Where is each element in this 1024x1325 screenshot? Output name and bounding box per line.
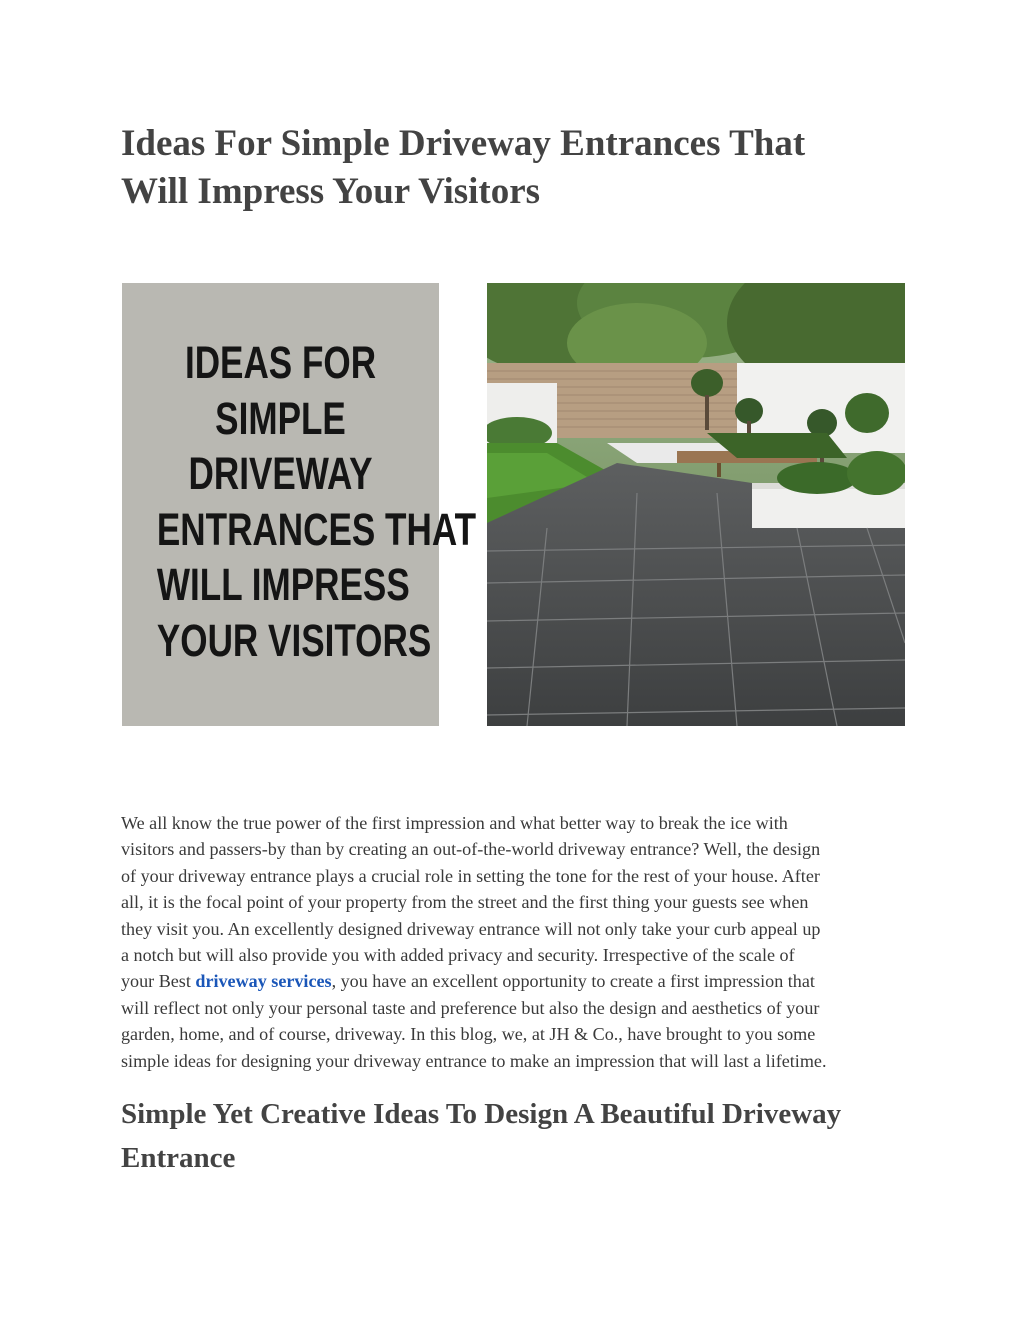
title-poster-image <box>122 283 477 726</box>
patio-photo <box>487 283 905 726</box>
paragraph-line <box>121 968 911 994</box>
paragraph-text: , you have an excellent opportunity to create a first impression that <box>331 971 815 992</box>
section-heading <box>121 1092 921 1180</box>
paragraph-line: visitors and passers-by than by creating an out-of-the-world driveway entrance? Well, the design <box>121 839 821 860</box>
page-title-line: Will Impress Your Visitors <box>121 171 541 212</box>
poster-line: YOUR VISITORS <box>156 614 432 666</box>
paragraph-line: a notch but will also provide you with added privacy and security. Irrespective of the scale of <box>121 945 795 966</box>
poster-line: IDEAS FOR <box>184 337 377 388</box>
section-heading-line: Simple Yet Creative Ideas To Design A Beautiful Driveway <box>121 1098 842 1130</box>
intro-paragraph <box>121 810 911 1074</box>
poster-text <box>156 335 477 668</box>
page-title <box>121 120 921 216</box>
paragraph-line: of your driveway entrance plays a crucial role in setting the tone for the rest of your house. After <box>121 865 820 886</box>
driveway-services-link[interactable]: driveway services <box>195 971 332 992</box>
paragraph-line: We all know the true power of the first impression and what better way to break the ice with <box>121 813 788 833</box>
section-heading-line: Entrance <box>121 1142 236 1174</box>
poster-line: DRIVEWAY <box>188 448 373 499</box>
paragraph-line: all, it is the focal point of your property from the street and the first thing your guests see when <box>121 892 809 913</box>
paragraph-line: will reflect not only your personal taste and preference but also the design and aesthetics of your <box>121 997 820 1018</box>
poster-line: WILL IMPRESS <box>156 559 410 610</box>
paragraph-line: they visit you. An excellently designed driveway entrance will not only take your curb appeal up <box>121 918 821 939</box>
paragraph-text: your Best <box>121 971 196 992</box>
poster-line: SIMPLE <box>215 392 346 444</box>
paragraph-line: garden, home, and of course, driveway. In this blog, we, at JH & Co., have brought to you some <box>121 1024 816 1045</box>
page-title-line: Ideas For Simple Driveway Entrances That <box>121 123 806 164</box>
paragraph-line: simple ideas for designing your driveway entrance to make an impression that will last a lifetime. <box>121 1050 827 1071</box>
poster-line: ENTRANCES THAT <box>156 503 477 555</box>
